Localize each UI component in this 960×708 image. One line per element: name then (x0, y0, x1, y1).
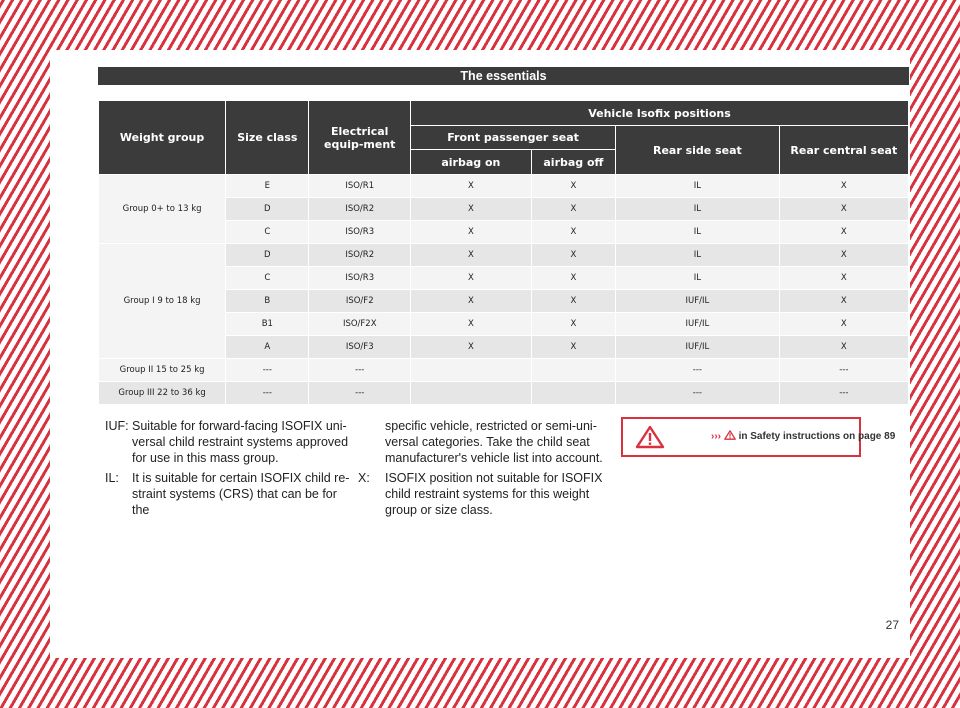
section-header: The essentials (98, 67, 909, 85)
size-class-cell: D (226, 198, 308, 220)
airbag-off-cell: X (532, 336, 615, 358)
size-class-cell: E (226, 175, 308, 197)
rear-side-cell: IL (616, 267, 779, 289)
rear-side-cell: IUF/IL (616, 313, 779, 335)
rear-central-cell: X (780, 175, 908, 197)
header-rear-central-seat: Rear central seat (780, 126, 908, 174)
weight-group-cell: Group I 9 to 18 kg (99, 244, 225, 358)
table-row (99, 244, 908, 266)
airbag-on-cell: X (411, 336, 531, 358)
device-cell: --- (309, 359, 410, 381)
rear-side-cell: IUF/IL (616, 336, 779, 358)
weight-group-cell: Group 0+ to 13 kg (99, 175, 225, 243)
airbag-on-cell: X (411, 244, 531, 266)
safety-note-text: in Safety instructions on page 89 (738, 431, 896, 442)
header-airbag-off: airbag off (532, 150, 615, 174)
airbag-off-cell: X (532, 244, 615, 266)
size-class-cell: --- (226, 382, 308, 404)
airbag-on-cell: X (411, 267, 531, 289)
table-row (99, 359, 908, 381)
legend-definition-il: It is suitable for certain ISOFIX child re-straint systems (CRS) that can be for the (132, 471, 350, 517)
airbag-on-cell: X (411, 198, 531, 220)
device-cell: ISO/R2 (309, 244, 410, 266)
rear-side-cell: --- (616, 382, 779, 404)
header-airbag-on: airbag on (411, 150, 531, 174)
airbag-off-cell: X (532, 175, 615, 197)
legend-definition-il-continued: specific vehicle, restricted or semi-uni-versal categories. Take the child seat manufacturer's vehicle list into account. (385, 419, 603, 465)
legend-definition-x: ISOFIX position not suitable for ISOFIX child restraint systems for this weight group or size class. (385, 471, 603, 517)
device-cell: ISO/R3 (309, 221, 410, 243)
device-cell: ISO/R2 (309, 198, 410, 220)
table-row (99, 382, 908, 404)
device-cell: ISO/F2X (309, 313, 410, 335)
rear-side-cell: IUF/IL (616, 290, 779, 312)
legend-definition-iuf: Suitable for forward-facing ISOFIX uni-versal child restraint systems approved for use in this mass group. (132, 419, 349, 465)
device-cell: ISO/F3 (309, 336, 410, 358)
legend-term-x: X: (358, 471, 370, 485)
isofix-table (98, 100, 909, 405)
header-weight-group: Weight group (99, 101, 225, 174)
legend-il (105, 470, 355, 518)
rear-central-cell: X (780, 244, 908, 266)
manual-page (50, 50, 910, 658)
safety-note-box (621, 417, 896, 457)
airbag-off-cell (532, 382, 615, 404)
header-vehicle-isofix-positions: Vehicle Isofix positions (411, 101, 908, 125)
airbag-on-cell (411, 382, 531, 404)
airbag-off-cell: X (532, 198, 615, 220)
page-number: 27 (885, 618, 899, 632)
table-row (99, 175, 908, 197)
chevron-right-icon: ››› (711, 431, 721, 442)
device-cell: --- (309, 382, 410, 404)
rear-side-cell: --- (616, 359, 779, 381)
warning-triangle-icon (635, 425, 665, 449)
size-class-cell: C (226, 221, 308, 243)
size-class-cell: D (226, 244, 308, 266)
weight-group-cell: Group II 15 to 25 kg (99, 359, 225, 381)
airbag-on-cell: X (411, 175, 531, 197)
airbag-on-cell: X (411, 221, 531, 243)
header-front-passenger-seat: Front passenger seat (411, 126, 615, 149)
airbag-off-cell: X (532, 313, 615, 335)
legend-term-iuf: IUF: (105, 419, 129, 433)
header-electrical-equipment: Electrical equip-ment (309, 101, 410, 174)
rear-central-cell: --- (780, 359, 908, 381)
size-class-cell: --- (226, 359, 308, 381)
airbag-on-cell: X (411, 313, 531, 335)
rear-central-cell: X (780, 336, 908, 358)
airbag-off-cell (532, 359, 615, 381)
weight-group-cell: Group III 22 to 36 kg (99, 382, 225, 404)
airbag-off-cell: X (532, 221, 615, 243)
airbag-on-cell (411, 359, 531, 381)
legend-x (358, 470, 606, 518)
airbag-on-cell: X (411, 290, 531, 312)
rear-side-cell: IL (616, 221, 779, 243)
legend-term-il: IL: (105, 471, 119, 485)
rear-side-cell: IL (616, 198, 779, 220)
device-cell: ISO/F2 (309, 290, 410, 312)
airbag-off-cell: X (532, 267, 615, 289)
rear-central-cell: X (780, 290, 908, 312)
rear-side-cell: IL (616, 244, 779, 266)
header-rear-side-seat: Rear side seat (616, 126, 779, 174)
size-class-cell: B1 (226, 313, 308, 335)
safety-note-link[interactable] (711, 430, 895, 442)
rear-central-cell: X (780, 267, 908, 289)
airbag-off-cell: X (532, 290, 615, 312)
rear-central-cell: X (780, 198, 908, 220)
header-size-class: Size class (226, 101, 308, 174)
device-cell: ISO/R3 (309, 267, 410, 289)
rear-central-cell: X (780, 313, 908, 335)
size-class-cell: A (226, 336, 308, 358)
legend-iuf (105, 418, 355, 466)
warning-small-icon (724, 430, 736, 440)
size-class-cell: B (226, 290, 308, 312)
legend-il-continued (385, 418, 605, 466)
device-cell: ISO/R1 (309, 175, 410, 197)
rear-central-cell: --- (780, 382, 908, 404)
size-class-cell: C (226, 267, 308, 289)
rear-side-cell: IL (616, 175, 779, 197)
rear-central-cell: X (780, 221, 908, 243)
